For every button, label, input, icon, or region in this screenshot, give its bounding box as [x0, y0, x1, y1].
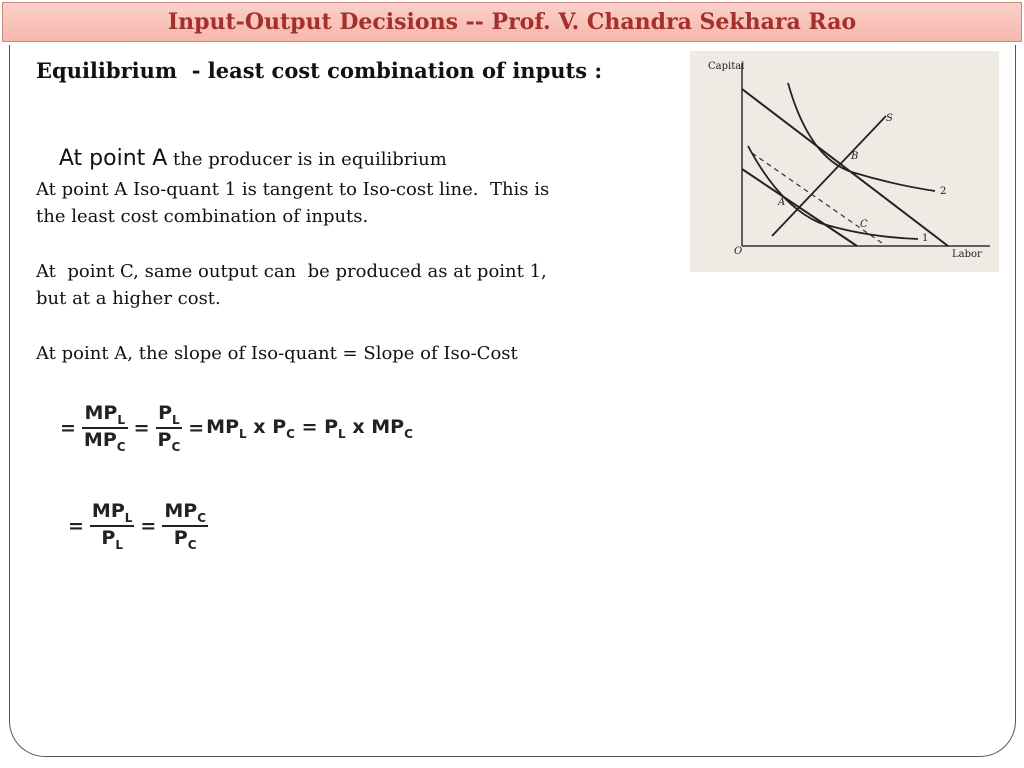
point-b-label: B [851, 151, 859, 162]
slope-paragraph: At point A, the slope of Iso-quant = Slope of Iso-Cost [36, 343, 518, 364]
slide-title: Input-Output Decisions -- Prof. V. Chandra Sekhara Rao [167, 9, 857, 35]
expansion-path [772, 116, 886, 236]
isoquant-graph [690, 51, 999, 272]
title-bar [2, 2, 1022, 42]
labor-axis-label: Labor [952, 249, 982, 260]
section-heading: Equilibrium - least cost combination of inputs : [36, 58, 603, 83]
formula-equal-marginal: = $\frac{MP_L}{P_L}$ = $\frac{MP_C}{P_C}$ [68, 500, 206, 552]
tangent-paragraph: At point A Iso-quant 1 is tangent to Iso-cost line. This is the least cost combination of inputs. [36, 179, 550, 227]
mpc-over-pc: $\frac{MP_C}{P_C}$ [164, 500, 206, 552]
point-c-label: C [860, 219, 868, 230]
isoquant-2-label: 2 [940, 186, 947, 197]
equilibrium-point-label: At point A [58, 146, 168, 171]
mpl-over-pl: $\frac{MP_L}{P_L}$ [91, 500, 133, 552]
isoquant-graph-svg [690, 51, 999, 272]
isoquant-1 [748, 146, 918, 239]
point-a-label: A [778, 197, 786, 208]
higher-cost-paragraph: At point C, same output can be produced as at point 1, but at a higher cost. [36, 261, 547, 309]
expansion-path-label: S [886, 113, 893, 124]
isocost-line-upper [742, 89, 948, 246]
pl-over-pc: $\frac{P_L}{P_C}$ [157, 402, 181, 454]
formula-marginal-ratio: = $\frac{MP_L}{MP_C}$ = $\frac{P_L}{P_C}$ = $MP_L$ x $P_C = P_L$ x $MP_C$ [60, 402, 413, 454]
cross-product: $MP_L$ x $P_C = P_L$ x $MP_C$ [206, 416, 413, 442]
mpl-over-mpc: $\frac{MP_L}{MP_C}$ [83, 402, 126, 454]
origin-label: O [734, 246, 743, 257]
isoquant-1-label: 1 [922, 233, 929, 244]
capital-axis-label: Capital [708, 61, 745, 72]
equilibrium-text: the producer is in equilibrium [167, 149, 447, 170]
isoquant-2 [788, 83, 935, 191]
